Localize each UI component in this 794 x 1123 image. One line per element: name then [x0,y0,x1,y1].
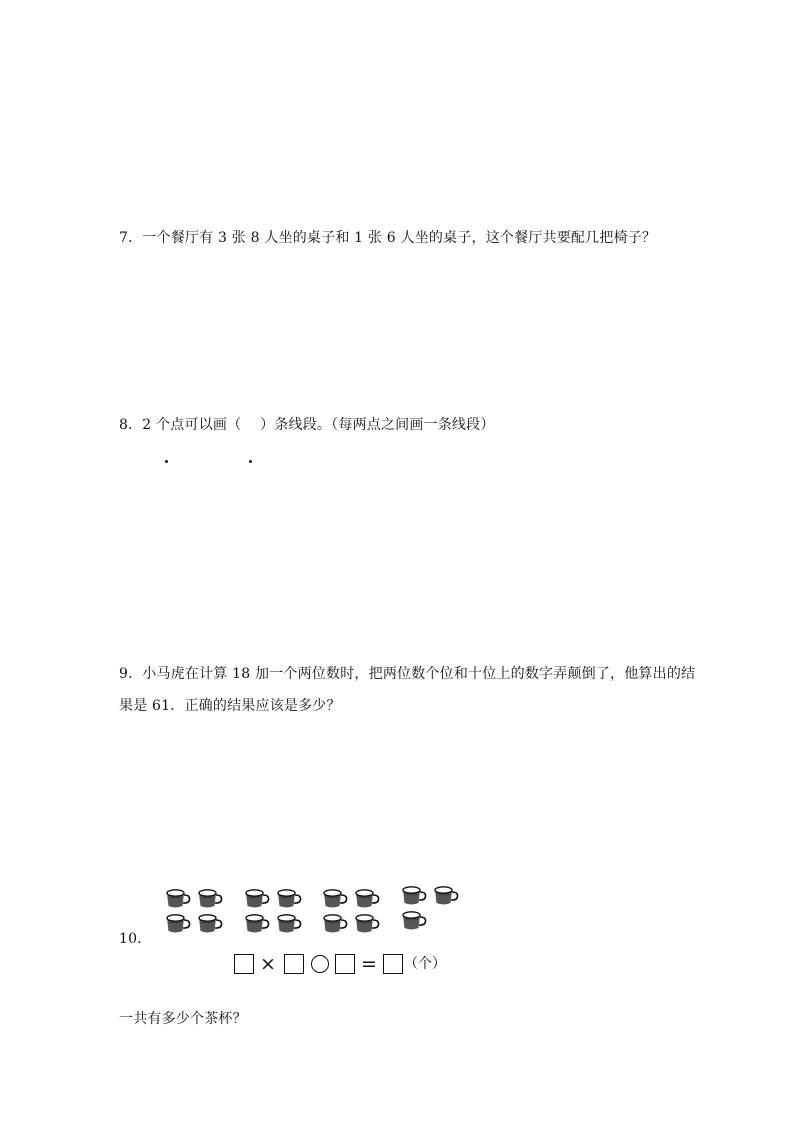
answer-box-3[interactable] [335,954,355,974]
question-9-line-2: 果是 61．正确的结果应该是多少？ [119,698,341,714]
answer-box-4[interactable] [383,954,403,974]
operator-circle[interactable] [311,955,329,973]
teacup-icon [354,888,380,910]
teacup-icon [322,913,348,935]
question-8: 8．2 个点可以画（ ）条线段。（每两点之间画一条线段） [119,417,495,433]
question-10-number: 10． [119,931,152,947]
teacup-icon [197,913,223,935]
teacup-icon [354,913,380,935]
teacup-icon [322,888,348,910]
answer-box-1[interactable] [234,954,254,974]
teacup-icon [401,885,427,907]
teacup-icon [244,888,270,910]
equation-row [234,952,464,976]
teacup-icon [433,885,459,907]
question-10-prompt: 一共有多少个茶杯？ [119,1011,247,1027]
times-symbol: × [260,953,276,975]
point-a [165,460,168,463]
point-b [249,460,252,463]
equals-symbol: = [361,953,377,975]
teacup-icon [276,888,302,910]
teacup-icon [197,888,223,910]
teacup-icon [276,913,302,935]
teacup-icon [401,910,427,932]
unit-label: （个） [404,956,446,972]
teacup-icon [165,888,191,910]
question-7: 7．一个餐厅有 3 张 8 人坐的桌子和 1 张 6 人坐的桌子，这个餐厅共要配几把椅子？ [119,230,657,246]
teacup-groups-figure [165,888,475,940]
teacup-icon [244,913,270,935]
answer-box-2[interactable] [284,954,304,974]
question-9-line-1: 9．小马虎在计算 18 加一个两位数时，把两位数个位和十位上的数字弄颠倒了，他算出的结 [119,666,696,682]
teacup-icon [165,913,191,935]
